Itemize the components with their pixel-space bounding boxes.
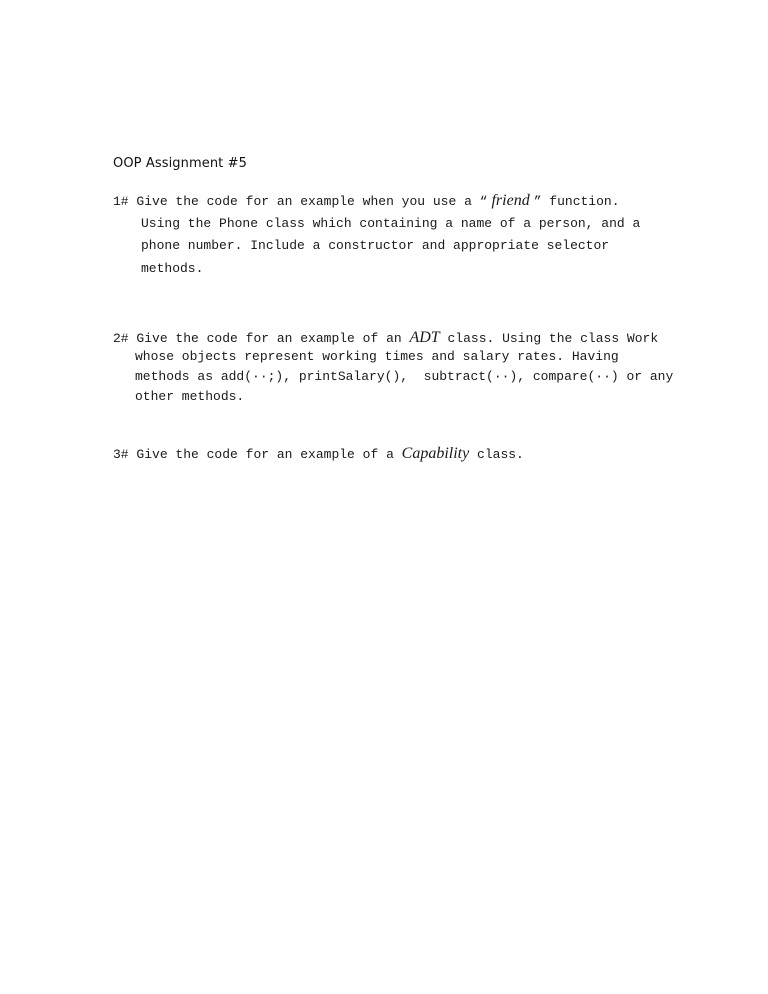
question-3-term: Capability <box>401 445 470 462</box>
question-1-line-4: methods. <box>141 261 204 276</box>
question-2-term: ADT <box>409 329 440 346</box>
question-3-text-b: class. <box>469 447 524 462</box>
question-2-text-b: class. Using the class Work <box>439 331 659 346</box>
question-1-number: 1# <box>113 194 129 209</box>
question-1-text-b: ” function. <box>533 194 620 209</box>
question-2 <box>113 329 673 409</box>
document-title: OOP Assignment #5 <box>113 156 247 171</box>
question-2-line-1 <box>113 329 658 347</box>
question-1-line-1 <box>113 192 620 210</box>
question-2-line-3: methods as add(··;), printSalary(), subtract(··), compare(··) or any <box>135 369 674 384</box>
question-1 <box>113 192 653 282</box>
question-1-term: friend <box>487 192 534 209</box>
question-1-line-3: phone number. Include a constructor and appropriate selector <box>141 238 610 253</box>
question-2-number: 2# <box>113 331 129 346</box>
question-3-text-a: Give the code for an example of a <box>136 447 402 462</box>
question-2-line-2: whose objects represent working times and salary rates. Having <box>135 349 619 364</box>
question-3-line-1 <box>113 445 524 463</box>
question-3 <box>113 445 593 467</box>
question-2-text-a: Give the code for an example of an <box>136 331 410 346</box>
question-1-text-a: Give the code for an example when you use a “ <box>136 194 488 209</box>
question-3-number: 3# <box>113 447 129 462</box>
question-2-line-4: other methods. <box>135 389 245 404</box>
question-1-line-2: Using the Phone class which containing a name of a person, and a <box>141 216 641 231</box>
